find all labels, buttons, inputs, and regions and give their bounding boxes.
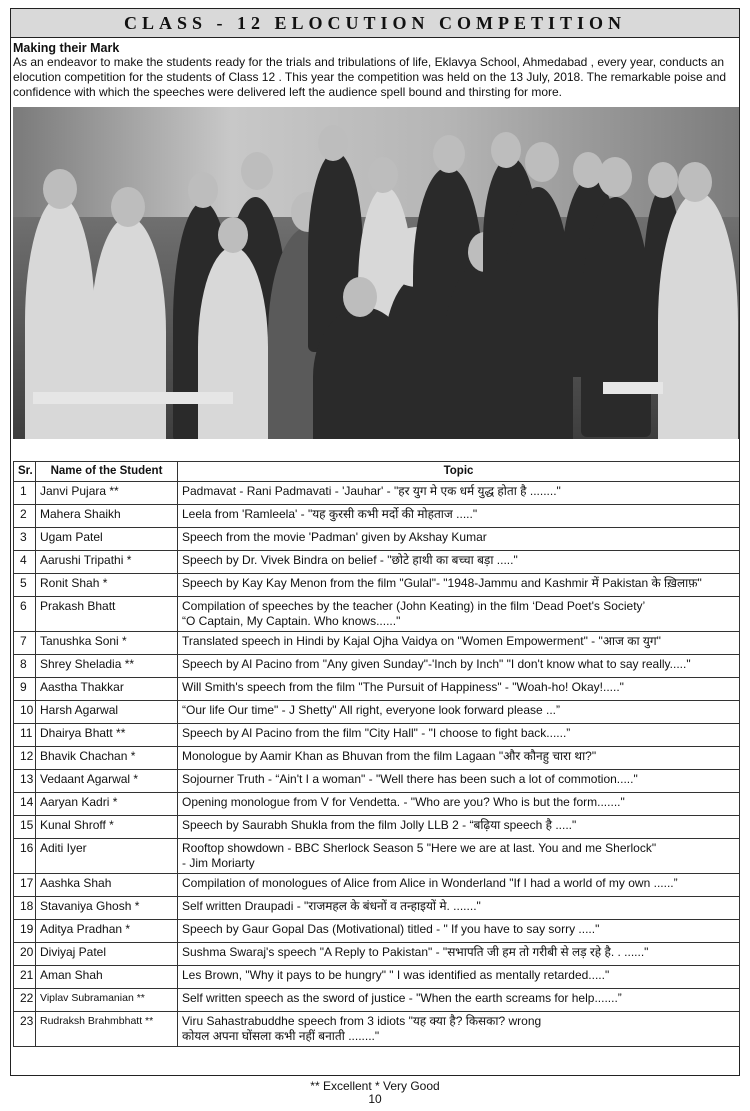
page-number: 10 xyxy=(368,1092,382,1106)
row-sr: 7 xyxy=(14,632,36,655)
row-topic-line-2: “O Captain, My Captain. Who knows......" xyxy=(182,614,401,628)
row-topic xyxy=(178,770,740,793)
results-table xyxy=(13,461,740,1047)
table-row xyxy=(14,655,740,678)
table-row xyxy=(14,747,740,770)
row-topic-line: Self written Draupadi - "राजमहल के बंधनों व तन्हाइयों मे. ......." xyxy=(182,899,481,913)
row-topic xyxy=(178,632,740,655)
group-photo xyxy=(13,107,739,439)
row-student-name: Dhairya Bhatt ** xyxy=(36,724,178,747)
row-student-name: Aarushi Tripathi * xyxy=(36,551,178,574)
row-student-name: Stavaniya Ghosh * xyxy=(36,897,178,920)
row-topic xyxy=(178,793,740,816)
row-student-name: Aashka Shah xyxy=(36,874,178,897)
table-row xyxy=(14,574,740,597)
row-student-name: Prakash Bhatt xyxy=(36,597,178,632)
row-student-name: Ugam Patel xyxy=(36,528,178,551)
row-topic-line: Speech from the movie 'Padman' given by Akshay Kumar xyxy=(182,530,487,544)
row-sr: 10 xyxy=(14,701,36,724)
row-topic xyxy=(178,747,740,770)
row-topic xyxy=(178,920,740,943)
row-student-name: Aman Shah xyxy=(36,966,178,989)
table-row xyxy=(14,551,740,574)
row-topic xyxy=(178,551,740,574)
row-topic-line: Speech by Saurabh Shukla from the film Jolly LLB 2 - “बढ़िया speech है ....." xyxy=(182,818,577,832)
row-sr: 19 xyxy=(14,920,36,943)
row-topic-line: Viru Sahastrabuddhe speech from 3 idiots "यह क्या है? किसका? wrong xyxy=(182,1014,542,1028)
row-student-name: Aastha Thakkar xyxy=(36,678,178,701)
row-student-name: Aditya Pradhan * xyxy=(36,920,178,943)
row-topic-line: Opening monologue from V for Vendetta. - "Who are you? Who is but the form......." xyxy=(182,795,625,809)
table-row xyxy=(14,966,740,989)
row-topic-line: Speech by Al Pacino from the film "City Hall" - "I choose to fight back......” xyxy=(182,726,571,740)
row-student-name: Tanushka Soni * xyxy=(36,632,178,655)
row-topic xyxy=(178,966,740,989)
row-student-name: Viplav Subramanian ** xyxy=(36,989,178,1012)
row-student-name: Aditi Iyer xyxy=(36,839,178,874)
row-sr: 8 xyxy=(14,655,36,678)
row-topic xyxy=(178,505,740,528)
row-topic xyxy=(178,897,740,920)
row-topic xyxy=(178,678,740,701)
row-sr: 23 xyxy=(14,1012,36,1047)
row-student-name: Mahera Shaikh xyxy=(36,505,178,528)
row-sr: 15 xyxy=(14,816,36,839)
row-sr: 13 xyxy=(14,770,36,793)
row-student-name: Diviyaj Patel xyxy=(36,943,178,966)
row-topic-line: Compilation of speeches by the teacher (John Keating) in the film ‘Dead Poet's Society’ xyxy=(182,599,646,613)
header-sr: Sr. xyxy=(14,462,36,482)
row-topic-line-2: - Jim Moriarty xyxy=(182,856,255,870)
table-row xyxy=(14,874,740,897)
page-title: CLASS - 12 ELOCUTION COMPETITION xyxy=(11,9,739,38)
row-sr: 18 xyxy=(14,897,36,920)
row-topic xyxy=(178,874,740,897)
row-topic xyxy=(178,528,740,551)
table-row xyxy=(14,816,740,839)
row-student-name: Harsh Agarwal xyxy=(36,701,178,724)
row-topic-line: “Our life Our time" - J Shetty" All right, everyone look forward please ...” xyxy=(182,703,560,717)
row-topic xyxy=(178,655,740,678)
row-student-name: Ronit Shah * xyxy=(36,574,178,597)
row-topic xyxy=(178,482,740,505)
table-row xyxy=(14,793,740,816)
row-topic-line: Speech by Gaur Gopal Das (Motivational) titled - " If you have to say sorry ....." xyxy=(182,922,600,936)
table-body xyxy=(14,482,740,1047)
row-topic-line: Les Brown, "Why it pays to be hungry" " I was identified as mentally retarded....." xyxy=(182,968,610,982)
table-row xyxy=(14,989,740,1012)
row-topic-line: Will Smith's speech from the film "The Pursuit of Happiness" - "Woah-ho! Okay!....." xyxy=(182,680,624,694)
row-sr: 3 xyxy=(14,528,36,551)
table-row xyxy=(14,770,740,793)
row-topic-line: Sojourner Truth - “Ain't I a woman" - "Well there has been such a lot of commotion....." xyxy=(182,772,638,786)
row-topic-line: Padmavat - Rani Padmavati - 'Jauhar' - "हर युग मे एक धर्म युद्ध होता है ........" xyxy=(182,484,561,498)
table-row xyxy=(14,920,740,943)
table-row xyxy=(14,528,740,551)
row-sr: 6 xyxy=(14,597,36,632)
row-topic xyxy=(178,943,740,966)
page-frame xyxy=(10,8,740,1093)
table-row xyxy=(14,597,740,632)
table-row xyxy=(14,701,740,724)
row-sr: 5 xyxy=(14,574,36,597)
row-sr: 22 xyxy=(14,989,36,1012)
legend: ** Excellent * Very Good xyxy=(310,1079,440,1093)
row-topic-line: Speech by Dr. Vivek Bindra on belief - "छोटे हाथी का बच्चा बड़ा ....." xyxy=(182,553,518,567)
header-topic: Topic xyxy=(178,462,740,482)
table-row xyxy=(14,678,740,701)
row-sr: 20 xyxy=(14,943,36,966)
row-student-name: Aaryan Kadri * xyxy=(36,793,178,816)
row-student-name: Rudraksh Brahmbhatt ** xyxy=(36,1012,178,1047)
row-sr: 4 xyxy=(14,551,36,574)
table-row xyxy=(14,1012,740,1047)
table-row xyxy=(14,482,740,505)
row-sr: 2 xyxy=(14,505,36,528)
subheading: Making their Mark xyxy=(13,41,120,55)
table-row xyxy=(14,943,740,966)
row-topic xyxy=(178,574,740,597)
table-row xyxy=(14,897,740,920)
row-student-name: Bhavik Chachan * xyxy=(36,747,178,770)
table-row xyxy=(14,505,740,528)
row-student-name: Vedaant Agarwal * xyxy=(36,770,178,793)
table-row xyxy=(14,724,740,747)
row-sr: 1 xyxy=(14,482,36,505)
row-topic-line-2: कोयल अपना घोंसला कभी नहीं बनाती ........" xyxy=(182,1029,380,1043)
row-topic-line: Sushma Swaraj's speech "A Reply to Pakistan" - "सभापति जी हम तो गरीबी से लड़ रहे है. . ......" xyxy=(182,945,649,959)
row-student-name: Janvi Pujara ** xyxy=(36,482,178,505)
row-topic xyxy=(178,989,740,1012)
intro-paragraph: As an endeavor to make the students ready for the trials and tribulations of life, Eklavya School, Ahmedabad , every year, conducts an elocution competition for the students of Class 12 . This year the competition was held on the 13 July, 2018. The remarkable poise and confidence with which the speeches were delivered left the audience spell bound and thirsting for more. xyxy=(13,55,727,99)
header-name: Name of the Student xyxy=(36,462,178,482)
row-sr: 12 xyxy=(14,747,36,770)
row-sr: 21 xyxy=(14,966,36,989)
row-sr: 16 xyxy=(14,839,36,874)
row-topic-line: Translated speech in Hindi by Kajal Ojha Vaidya on "Women Empowerment" - "आज का युग" xyxy=(182,634,661,648)
row-topic-line: Rooftop showdown - BBC Sherlock Season 5 "Here we are at last. You and me Sherlock" xyxy=(182,841,657,855)
row-student-name: Kunal Shroff * xyxy=(36,816,178,839)
row-topic xyxy=(178,1012,740,1047)
table-header-row xyxy=(14,462,740,482)
row-topic-line: Leela from 'Ramleela' - "यह कुरसी कभी मर्दो की मोहताज ....." xyxy=(182,507,478,521)
row-topic-line: Speech by Al Pacino from "Any given Sunday"-'Inch by Inch" "I don't know what to say really....." xyxy=(182,657,691,671)
table-row xyxy=(14,839,740,874)
row-topic-line: Self written speech as the sword of justice - "When the earth screams for help.......” xyxy=(182,991,622,1005)
row-sr: 14 xyxy=(14,793,36,816)
row-topic xyxy=(178,597,740,632)
row-topic-line: Monologue by Aamir Khan as Bhuvan from the film Lagaan "और कौनहु चारा था?" xyxy=(182,749,597,763)
row-sr: 11 xyxy=(14,724,36,747)
table-row xyxy=(14,632,740,655)
row-topic xyxy=(178,701,740,724)
row-topic xyxy=(178,724,740,747)
row-topic xyxy=(178,839,740,874)
row-sr: 17 xyxy=(14,874,36,897)
row-topic-line: Compilation of monologues of Alice from Alice in Wonderland "If I had a world of my own ......” xyxy=(182,876,678,890)
results-table-wrap xyxy=(13,461,739,1047)
row-topic xyxy=(178,816,740,839)
row-sr: 9 xyxy=(14,678,36,701)
row-student-name: Shrey Sheladia ** xyxy=(36,655,178,678)
row-topic-line: Speech by Kay Kay Menon from the film "Gulal"- "1948-Jammu and Kashmir में Pakistan के ख़िलाफ़" xyxy=(182,576,702,590)
